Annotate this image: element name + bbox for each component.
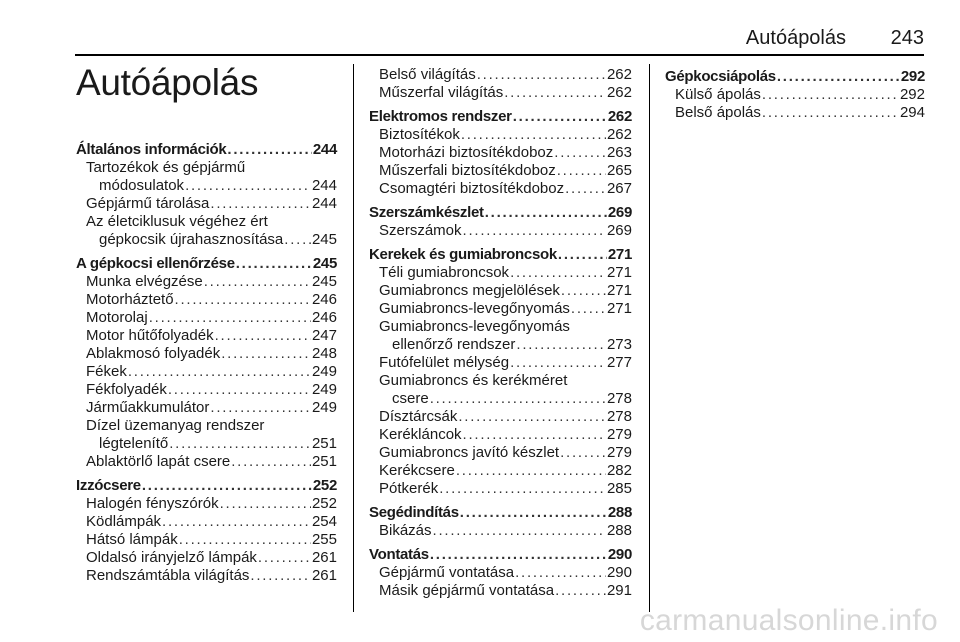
leader-dots <box>284 231 311 249</box>
toc-entry[interactable] <box>369 264 632 282</box>
toc-entry-label: Gépjármű vontatása <box>379 564 515 581</box>
leader-dots <box>179 531 311 549</box>
toc-entry[interactable] <box>369 462 632 480</box>
toc-page-number: 288 <box>606 522 632 539</box>
toc-page-number: 290 <box>606 564 632 581</box>
toc-entry[interactable] <box>369 522 632 540</box>
toc-entry-label: A gépkocsi ellenőrzése <box>76 255 235 272</box>
leader-dots <box>433 522 606 540</box>
toc-entry-label: Bikázás <box>379 522 432 539</box>
toc-page-number: 292 <box>899 86 925 103</box>
toc-entry[interactable] <box>665 86 925 104</box>
leader-dots <box>515 564 606 582</box>
toc-page-number: 271 <box>606 300 632 317</box>
toc-entry[interactable] <box>76 399 337 417</box>
toc-entry-continuation <box>379 390 632 408</box>
leader-dots <box>204 273 311 291</box>
toc-entry[interactable] <box>369 180 632 198</box>
leader-dots <box>215 327 311 345</box>
toc-entry[interactable] <box>369 480 632 498</box>
leader-dots <box>258 549 311 567</box>
toc-page-number: 285 <box>606 480 632 497</box>
toc-page-number: 262 <box>606 84 632 101</box>
toc-page-number: 244 <box>311 177 337 194</box>
toc-section[interactable] <box>369 246 632 264</box>
toc-entry-label: Ablaktörlő lapát csere <box>86 453 231 470</box>
toc-entry[interactable] <box>76 273 337 291</box>
leader-dots <box>565 180 606 198</box>
leader-dots <box>504 84 606 102</box>
toc-entry[interactable] <box>369 84 632 102</box>
toc-entry-label: légtelenítő <box>99 435 169 452</box>
toc-column-3 <box>665 68 925 122</box>
toc-page-number: 263 <box>606 144 632 161</box>
toc-entry-label: Motorháztető <box>86 291 174 308</box>
leader-dots <box>485 204 607 222</box>
toc-entry-label: Ködlámpák <box>86 513 162 530</box>
toc-page-number: 252 <box>311 495 337 512</box>
toc-entry-label: Izzócsere <box>76 477 141 494</box>
leader-dots <box>175 291 311 309</box>
toc-section[interactable] <box>665 68 925 86</box>
toc-page-number: 271 <box>607 246 632 263</box>
toc-entry[interactable] <box>76 453 337 471</box>
toc-entry-label: Gépkocsiápolás <box>665 68 776 85</box>
header-rule <box>75 54 924 56</box>
toc-entry[interactable] <box>369 222 632 240</box>
toc-page-number: 271 <box>606 264 632 281</box>
toc-page-number: 254 <box>311 513 337 530</box>
leader-dots <box>557 162 606 180</box>
toc-entry-label: Belső ápolás <box>675 104 761 121</box>
toc-page-number: 247 <box>311 327 337 344</box>
toc-page-number: 292 <box>900 68 925 85</box>
toc-column-2 <box>369 66 632 600</box>
toc-entry-label: Gépjármű tárolása <box>86 195 210 212</box>
toc-entry[interactable] <box>369 282 632 300</box>
toc-page-number: 269 <box>606 222 632 239</box>
toc-entry[interactable] <box>369 144 632 162</box>
toc-column-1 <box>76 141 337 585</box>
toc-entry[interactable] <box>76 549 337 567</box>
toc-page-number: 249 <box>311 381 337 398</box>
toc-page-number: 290 <box>607 546 632 563</box>
toc-entry[interactable] <box>369 426 632 444</box>
toc-entry[interactable] <box>76 417 337 453</box>
toc-section[interactable] <box>369 204 632 222</box>
toc-entry-label: Szerszámok <box>379 222 462 239</box>
toc-entry[interactable] <box>369 162 632 180</box>
toc-entry[interactable] <box>76 363 337 381</box>
leader-dots <box>460 504 607 522</box>
toc-page-number: 245 <box>311 231 337 248</box>
toc-page-number: 246 <box>311 309 337 326</box>
running-header <box>0 27 960 47</box>
leader-dots <box>250 567 311 585</box>
watermark: carmanualsonline.info <box>639 604 938 637</box>
toc-entry[interactable] <box>369 318 632 354</box>
toc-entry-label: Másik gépjármű vontatása <box>379 582 555 599</box>
toc-page-number: 251 <box>311 435 337 452</box>
toc-entry-label: Motor hűtőfolyadék <box>86 327 214 344</box>
toc-entry-label: Hátsó lámpák <box>86 531 178 548</box>
toc-page-number: 265 <box>606 162 632 179</box>
toc-entry[interactable] <box>76 381 337 399</box>
toc-entry[interactable] <box>76 531 337 549</box>
leader-dots <box>461 126 606 144</box>
toc-entry-label: Csomagtéri biztosítékdoboz <box>379 180 565 197</box>
toc-entry[interactable] <box>369 582 632 600</box>
leader-dots <box>777 68 900 86</box>
leader-dots <box>513 108 607 126</box>
toc-page-number: 271 <box>606 282 632 299</box>
toc-entry-label: Kerékláncok <box>379 426 462 443</box>
toc-page-number: 279 <box>606 444 632 461</box>
toc-page-number: 248 <box>311 345 337 362</box>
leader-dots <box>162 513 311 531</box>
toc-page-number: 273 <box>606 336 632 353</box>
toc-page-number: 245 <box>311 273 337 290</box>
leader-dots <box>430 390 606 408</box>
leader-dots <box>463 426 606 444</box>
toc-entry-label: módosulatok <box>99 177 185 194</box>
toc-entry-label: Gumiabroncs és kerékméret <box>379 372 568 389</box>
leader-dots <box>762 104 899 122</box>
toc-page-number: 261 <box>311 549 337 566</box>
leader-dots <box>236 255 312 273</box>
toc-page-number: 279 <box>606 426 632 443</box>
toc-section[interactable] <box>76 477 337 495</box>
toc-page-number: 252 <box>312 477 337 494</box>
toc-entry[interactable] <box>369 372 632 408</box>
toc-entry-label: Gumiabroncs megjelölések <box>379 282 560 299</box>
toc-entry-continuation <box>86 231 337 249</box>
leader-dots <box>169 435 311 453</box>
leader-dots <box>430 546 607 564</box>
toc-entry[interactable] <box>76 309 337 327</box>
toc-page-number: 294 <box>899 104 925 121</box>
leader-dots <box>227 141 311 159</box>
toc-entry[interactable] <box>76 213 337 249</box>
leader-dots <box>458 408 606 426</box>
toc-entry[interactable] <box>665 104 925 122</box>
toc-entry-label: Motorházi biztosítékdoboz <box>379 144 554 161</box>
toc-entry-label: Dísztárcsák <box>379 408 458 425</box>
toc-entry[interactable] <box>369 126 632 144</box>
toc-entry-label: Téli gumiabroncsok <box>379 264 510 281</box>
toc-entry[interactable] <box>369 66 632 84</box>
running-header-title: Autóápolás <box>745 27 846 49</box>
toc-page-number: 282 <box>606 462 632 479</box>
toc-page-number: 255 <box>311 531 337 548</box>
toc-page-number: 244 <box>312 141 337 158</box>
toc-entry-label: Gumiabroncs-levegőnyomás <box>379 318 570 335</box>
toc-entry-label: ellenőrző rendszer <box>392 336 516 353</box>
toc-entry-label: Tartozékok és gépjármű <box>86 159 246 176</box>
toc-entry-label: Biztosítékok <box>379 126 460 143</box>
toc-entry-label: Ablakmosó folyadék <box>86 345 221 362</box>
leader-dots <box>220 495 311 513</box>
toc-page-number: 246 <box>311 291 337 308</box>
leader-dots <box>477 66 606 84</box>
toc-page-number: 278 <box>606 408 632 425</box>
leader-dots <box>149 309 311 327</box>
toc-entry[interactable] <box>369 354 632 372</box>
toc-entry[interactable] <box>76 513 337 531</box>
leader-dots <box>554 144 606 162</box>
toc-section[interactable] <box>369 504 632 522</box>
leader-dots <box>561 282 606 300</box>
leader-dots <box>231 453 311 471</box>
toc-entry-label: Motorolaj <box>86 309 148 326</box>
toc-page-number: 261 <box>311 567 337 584</box>
toc-page-number: 267 <box>606 180 632 197</box>
toc-entry[interactable] <box>76 159 337 195</box>
toc-entry[interactable] <box>76 195 337 213</box>
toc-page-number: 269 <box>607 204 632 221</box>
toc-entry-label: Járműakkumulátor <box>86 399 210 416</box>
toc-entry-label: Belső világítás <box>379 66 476 83</box>
column-divider <box>353 64 354 612</box>
toc-entry-label: Kerekek és gumiabroncsok <box>369 246 557 263</box>
leader-dots <box>510 354 606 372</box>
toc-entry-label: Halogén fényszórók <box>86 495 219 512</box>
toc-entry-label: Műszerfali biztosítékdoboz <box>379 162 556 179</box>
leader-dots <box>555 582 606 600</box>
leader-dots <box>571 300 606 318</box>
toc-entry-continuation <box>86 435 337 453</box>
toc-entry[interactable] <box>369 444 632 462</box>
toc-entry-label: Oldalsó irányjelző lámpák <box>86 549 257 566</box>
toc-entry-label: Általános információk <box>76 141 227 158</box>
toc-entry[interactable] <box>369 564 632 582</box>
toc-entry[interactable] <box>76 567 337 585</box>
toc-page-number: 262 <box>606 66 632 83</box>
toc-section[interactable] <box>76 141 337 159</box>
chapter-title: Autóápolás <box>76 62 259 103</box>
toc-entry[interactable] <box>76 327 337 345</box>
toc-page-number: 251 <box>311 453 337 470</box>
toc-page-number: 262 <box>607 108 632 125</box>
toc-entry-label: Rendszámtábla világítás <box>86 567 250 584</box>
leader-dots <box>142 477 312 495</box>
toc-entry-label: Pótkerék <box>379 480 439 497</box>
column-divider <box>649 64 650 612</box>
toc-section[interactable] <box>369 546 632 564</box>
toc-entry-label: Műszerfal világítás <box>379 84 504 101</box>
toc-page-number: 245 <box>312 255 337 272</box>
toc-page-number: 262 <box>606 126 632 143</box>
leader-dots <box>762 86 899 104</box>
toc-entry-label: Munka elvégzése <box>86 273 203 290</box>
toc-section[interactable] <box>76 255 337 273</box>
leader-dots <box>185 177 311 195</box>
leader-dots <box>510 264 606 282</box>
toc-page-number: 278 <box>606 390 632 407</box>
toc-page-number: 249 <box>311 363 337 380</box>
toc-entry-label: Gumiabroncs javító készlet <box>379 444 560 461</box>
toc-entry-continuation <box>379 336 632 354</box>
toc-entry-label: Gumiabroncs-levegőnyomás <box>379 300 570 317</box>
toc-page-number: 277 <box>606 354 632 371</box>
toc-page-number: 244 <box>311 195 337 212</box>
toc-entry-label: gépkocsik újrahasznosítása <box>99 231 284 248</box>
toc-entry[interactable] <box>76 345 337 363</box>
toc-section[interactable] <box>369 108 632 126</box>
toc-entry-continuation <box>86 177 337 195</box>
toc-entry-label: Futófelület mélység <box>379 354 510 371</box>
toc-entry-label: Dízel üzemanyag rendszer <box>86 417 265 434</box>
toc-entry[interactable] <box>76 495 337 513</box>
leader-dots <box>456 462 606 480</box>
leader-dots <box>210 399 311 417</box>
leader-dots <box>516 336 606 354</box>
toc-entry[interactable] <box>369 408 632 426</box>
page-number: 243 <box>890 27 924 49</box>
leader-dots <box>210 195 311 213</box>
leader-dots <box>128 363 311 381</box>
leader-dots <box>221 345 311 363</box>
toc-page-number: 291 <box>606 582 632 599</box>
toc-entry-label: csere <box>392 390 429 407</box>
leader-dots <box>560 444 606 462</box>
toc-entry-label: Fékfolyadék <box>86 381 167 398</box>
toc-page-number: 288 <box>607 504 632 521</box>
toc-entry-label: Fékek <box>86 363 127 380</box>
toc-entry-label: Elektromos rendszer <box>369 108 512 125</box>
leader-dots <box>168 381 311 399</box>
leader-dots <box>558 246 607 264</box>
toc-entry-label: Vontatás <box>369 546 429 563</box>
toc-entry-label: Az életciklusuk végéhez ért <box>86 213 268 230</box>
toc-entry[interactable] <box>76 291 337 309</box>
leader-dots <box>463 222 606 240</box>
toc-entry-label: Kerékcsere <box>379 462 455 479</box>
leader-dots <box>439 480 606 498</box>
toc-entry[interactable] <box>369 300 632 318</box>
toc-page-number: 249 <box>311 399 337 416</box>
toc-entry-label: Segédindítás <box>369 504 459 521</box>
toc-entry-label: Szerszámkészlet <box>369 204 484 221</box>
toc-entry-label: Külső ápolás <box>675 86 761 103</box>
